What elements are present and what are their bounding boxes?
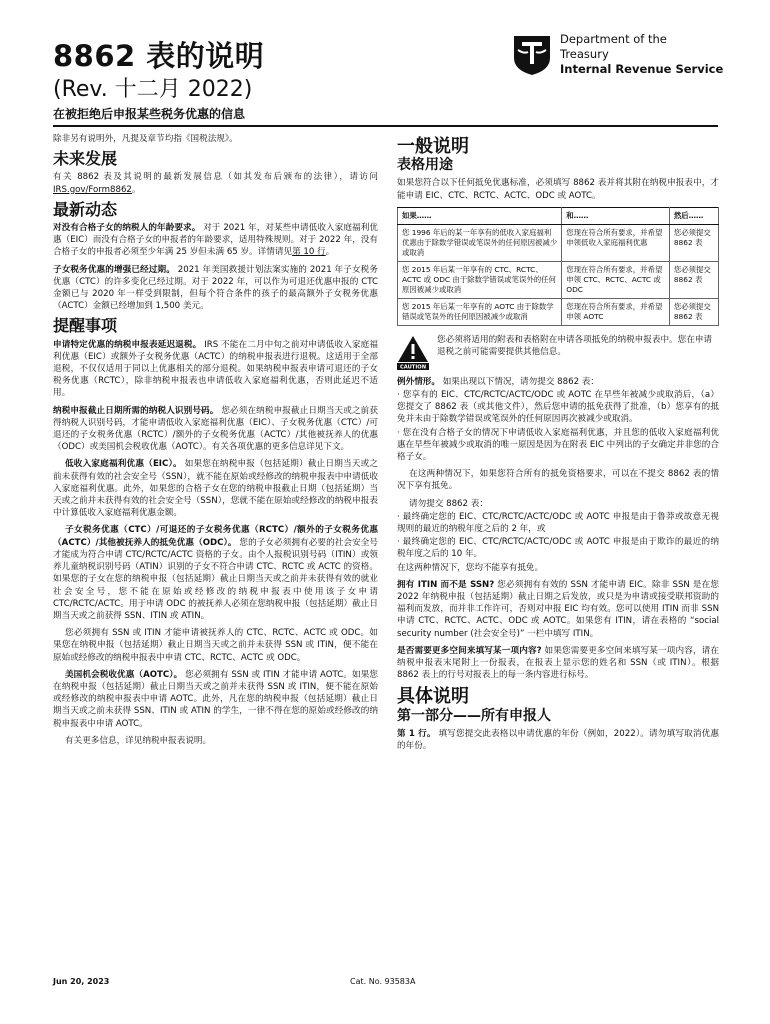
table-header: 如果…… (398, 207, 562, 224)
caution-text: 您必须将适用的附表和表格附在申请各项抵免的纳税申报表中。您在申请退税之前可能需要提供其他信息。 (437, 334, 713, 358)
agency-line: Treasury (560, 47, 609, 61)
page-subtitle: 在被拒绝后申报某些税务优惠的信息 (53, 107, 246, 121)
recent-p1-text: 对于 2021 年，对某些申请低收入家庭福利优惠（EIC）而没有合格子女的申报者的年龄要求，适用特殊规则。对于 2022 年，没有合格子女的申报者必须至少年满 25 岁但未满 65 岁。详情请见 (53, 223, 378, 258)
reminder-paragraph-3 (53, 458, 378, 519)
exception-bullet-3: · 最终确定您的 EIC、CTC/RCTC/ACTC/ODC 或 AOTC 申报是由于鲁莽或故意无视规则的最近的纳税年度之后的 2 年，或 (397, 511, 719, 535)
table-header: 然后…… (669, 207, 718, 224)
itin-paragraph (397, 579, 719, 640)
rem-p4-text: 您的子女必须拥有必要的社会安全号才能成为符合申请 CTC/RCTC/ACTC 资格的子女。由个人报税识别号码（ITIN）或领养儿童纳税识别号码（ATIN）识别的子女不符合申请 CTC、RCTC 或 ACTC 的资格。如果您的子女在您的纳税申报（包括延期）截止日期当天或之前并未获得有效的就业社会安全号，您不能在原始或经修改的纳税申报表中使用该子女申请 CTC/RCTC/ACTC。用于申请 ODC 的被抚养人必须在您纳税申报（包括延期）截止日期当天或之前获得 SSN、ITIN 或 ATIN。 (53, 537, 379, 621)
intro-text: 除非另有说明外，凡提及章节均指《国税法规》。 (53, 134, 238, 144)
exception-bullet-2: · 您在没有合格子女的情况下申请低收入家庭福利优惠，并且您的低收入家庭福利优惠在早些年被减少或取消的唯一原因是因为在附表 EIC 中列出的子女确定并非您的合格子女。 (397, 427, 719, 463)
revision-date: (Rev. 十二月 2022) (53, 77, 253, 102)
future-text: 有关 8862 表及其说明的最新发展信息（如其发布后颁布的法律），请访问 (53, 172, 378, 183)
reminder-paragraph-5: 您必须拥有 SSN 或 ITIN 才能申请被抚养人的 CTC、RCTC、ACTC 或 ODC。如果您在纳税申报（包括延期）截止日期当天或之前并未获得 SSN 或 ITIN，便不能在原始或经修改的纳税申报表中申请 CTC、RCTC、ACTC 或 ODC。 (53, 628, 378, 663)
reminder-paragraph-4 (53, 524, 378, 622)
irs-eagle-logo-icon (510, 30, 554, 76)
agency-line-bold: Internal Revenue Service (560, 62, 724, 76)
purpose-heading: 表格用途 (397, 157, 453, 174)
table-cell: 您现在符合所有要求，并希望申领 CTC、RCTC、ACTC 或 ODC (562, 261, 670, 298)
right-column (397, 136, 719, 757)
recent-p2-bold: 子女税务优惠的增强已经过期。 (53, 264, 175, 275)
caution-warning-icon (397, 334, 429, 370)
specific-heading: 具体说明 (397, 686, 469, 708)
table-cell: 您 2015 年后某一年享有的 CTC、RCTC、ACTC 或 ODC 由于除数学错误或笔误外的任何原因被减少或取消 (398, 261, 562, 298)
rem-p2-bold: 纳税申报截止日期所需的纳税人识别号码。 (53, 405, 219, 416)
footer-catalog-number: Cat. No. 93583A (350, 977, 416, 986)
table-cell: 您现在符合所有要求，并希望申领 AOTC (562, 298, 670, 325)
exception-bullet-4: · 最终确定您的 EIC、CTC/RCTC/ACTC/ODC 或 AOTC 申报是由于欺诈的最近的纳税年度之后的 10 年。 (397, 537, 719, 560)
table-header: 和…… (562, 207, 670, 224)
recent-paragraph-1 (53, 222, 378, 259)
exceptions-paragraph (397, 376, 719, 388)
recent-p1-bold: 对没有合格子女的纳税人的年龄要求。 (53, 223, 201, 234)
caution-label: CAUTION (399, 364, 427, 370)
rem-p3-text: 如果您在纳税申报（包括延期）截止日期当天或之前未获得有效的社会安全号（SSN），就不能在原始或经修改的纳税申报表中申请低收入家庭福利优惠。此外，如果您的合格子女在您的纳税申报截止日期（包括延期）当天或之前并未获得有效的社会安全号（SSN），您就不能在原始或经修改的纳税申报表中计算低收入家庭福利优惠金额。 (53, 459, 379, 519)
rem-p1-text: IRS 不能在二月中旬之前对申请低收入家庭福利优惠（EIC）或额外子女税务优惠（ACTC）的纳税申报表进行退税。这适用于全部退税，不仅仅适用于同以上优惠相关的部分退税。如果纳税申报表申请可退还的子女税务优惠（RCTC），除非纳税申报表也申请低收入家庭福利优惠，否则此延迟不适用。 (53, 339, 378, 399)
left-column (53, 133, 378, 752)
rem-p2-text: 您必须在纳税申报截止日期当天或之前获得纳税人识别号码，才能申请低收入家庭福利优惠（EIC）、子女税务优惠（CTC）/可退还的子女税务优惠（RCTC）/额外的子女税务优惠（ACTC）/其他被抚养人的优惠（ODC）或美国机会税收优惠（AOTC）。有关各项优惠的更多信息详见下文。 (53, 405, 378, 453)
copy-text: 如果您需要更多空间来填写某一项内容，请在纳税申报表末尾附上一份报表，在报表上显示您的姓名和 SSN（或 ITIN）。根据 8862 表上的行号对报表上的每一条内容进行标号。 (397, 645, 719, 681)
footer-date: Jun 20, 2023 (53, 977, 110, 986)
copy-bold: 是否需要更多空间来填写某一项内容? (397, 645, 542, 656)
header-divider (53, 125, 718, 127)
table-row (398, 298, 719, 325)
table-row (398, 261, 719, 298)
agency-name (560, 32, 723, 77)
exc-text: 如果出现以下情况，请勿提交 8862 表： (439, 376, 599, 387)
itin-bold: 拥有 ITIN 而不是 SSN? (397, 579, 495, 590)
future-paragraph (53, 171, 378, 195)
agency-line: Department of the (560, 32, 667, 46)
recent-paragraph-2 (53, 264, 378, 313)
part1-heading: 第一部分——所有申报人 (397, 707, 551, 724)
page-title: 8862 表的说明 (53, 39, 265, 73)
exception-paragraph-2: 在这两种情况下，如果您符合所有的抵免资格要求，可以在不提交 8862 表的情况下享有抵免。 (397, 469, 719, 492)
general-heading: 一般说明 (397, 136, 469, 157)
more-space-paragraph (397, 645, 719, 682)
table-cell: 您 2015 年后某一年享有的 AOTC 由于除数学错误或笔误外的任何原因被减少或取消 (398, 298, 562, 325)
table-cell: 您必须提交 8862 表 (669, 224, 718, 261)
table-header-row (398, 207, 719, 224)
rem-p3-bold: 低收入家庭福利优惠（EIC）。 (65, 459, 182, 470)
line1-paragraph (397, 728, 719, 752)
line1-bold: 第 1 行。 (397, 728, 436, 739)
table-cell: 您必须提交 8862 表 (669, 261, 718, 298)
exception-paragraph-4: 在这两种情况下，您均不能享有抵免。 (397, 562, 544, 573)
reminder-paragraph-6 (53, 669, 378, 730)
table-cell: 您现在符合所有要求，并希望申领低收入家庭福利优惠 (562, 224, 670, 261)
recent-p1-end: 。 (325, 247, 335, 258)
rem-p6-bold: 美国机会税收优惠（AOTC）。 (65, 669, 183, 680)
future-heading: 未来发展 (53, 149, 118, 169)
future-end: 。 (131, 184, 141, 195)
reminders-heading: 提醒事项 (53, 316, 118, 336)
eligibility-table (397, 207, 719, 326)
exception-paragraph-3: 请勿提交 8862 表： (409, 498, 488, 509)
recent-p2-text: 2021 年美国救援计划法案实施的 2021 年子女税务优惠（CTC）的许多变化已经过期。对于 2022 年，可以作为可退还优惠申报的 CTC 金额已与 2020 年一样受到限制，但每个符合条件的孩子的最高额外子女税务优惠（ACTC）金额已经增加到 1,500 美元。 (53, 264, 378, 312)
exception-bullet-1: · 您享有的 EIC、CTC/RCTC/ACTC/ODC 或 AOTC 在早些年被减少或取消后，（a）您提交了 8862 表（或其他文件），然后您申请的抵免获得了批准，（b）您享有的抵免并未由于除数学错误或笔误外的任何原因再次被减少或取消。 (397, 390, 719, 425)
exc-bold: 例外情形。 (397, 376, 440, 387)
reminder-paragraph-1 (53, 339, 378, 400)
line1-text: 填写您提交此表格以申请优惠的年份（例如，2022）。请勿填写取消优惠的年份。 (397, 728, 719, 752)
table-cell: 您必须提交 8862 表 (669, 298, 718, 325)
reminder-paragraph-7: 有关更多信息，详见纳税申报表说明。 (65, 735, 212, 746)
rem-p6-text: 您必须拥有 SSN 或 ITIN 才能申请 AOTC。如果您在纳税申报（包括延期）截止日期当天或之前并未获得 SSN 或 ITIN，便不能在原始或经修改的纳税申报表中申请 AOTC。此外，凡在您的纳税申报（包括延期）截止日期当天或之前未获得 SSN、ITIN 或 ATIN 的学生，一律不得在您的原始或经修改的纳税申报表中申请 AOTC。 (53, 669, 379, 729)
table-cell: 您 1996 年后的某一年享有的低收入家庭福利优惠由于除数学错误或笔误外的任何原因被减少或取消 (398, 224, 562, 261)
caution-box (397, 334, 719, 370)
purpose-text: 如果您符合以下任何抵免优惠标准，必须填写 8862 表并将其附在纳税申报表中，才能申请 EIC、CTC、RCTC、ACTC、ODC 或 AOTC。 (397, 178, 719, 201)
rem-p4-bold: 子女税务优惠（CTC）/可退还的子女税务优惠（RCTC）/额外的子女税务优惠（ACTC）/其他被抚养人的抵免优惠（ODC）。 (53, 525, 378, 548)
recent-heading: 最新动态 (53, 199, 118, 219)
table-row (398, 224, 719, 261)
form8862-link[interactable]: IRS.gov/Form8862 (53, 184, 132, 195)
rem-p1-bold: 申请特定优惠的纳税申报表延迟退税。 (53, 339, 202, 350)
reminder-paragraph-2 (53, 405, 378, 454)
itin-text: 您必须拥有有效的 SSN 才能申请 EIC。除非 SSN 是在您 2022 年纳税申报（包括延期）截止日期之后发放，或只是为申请或接受联邦资助的福利而发放，而并非工作许可，否则对申报 EIC 均有效。您可以使用 ITIN 而非 SSN 申请 CTC、RCTC、ACTC、ODC 或 AOTC。如果您有 ITIN，请在表格的 “social security number (社会安全号)” 一栏中填写 ITIN。 (397, 579, 719, 639)
line10-link[interactable]: 第 10 行 (292, 247, 326, 258)
